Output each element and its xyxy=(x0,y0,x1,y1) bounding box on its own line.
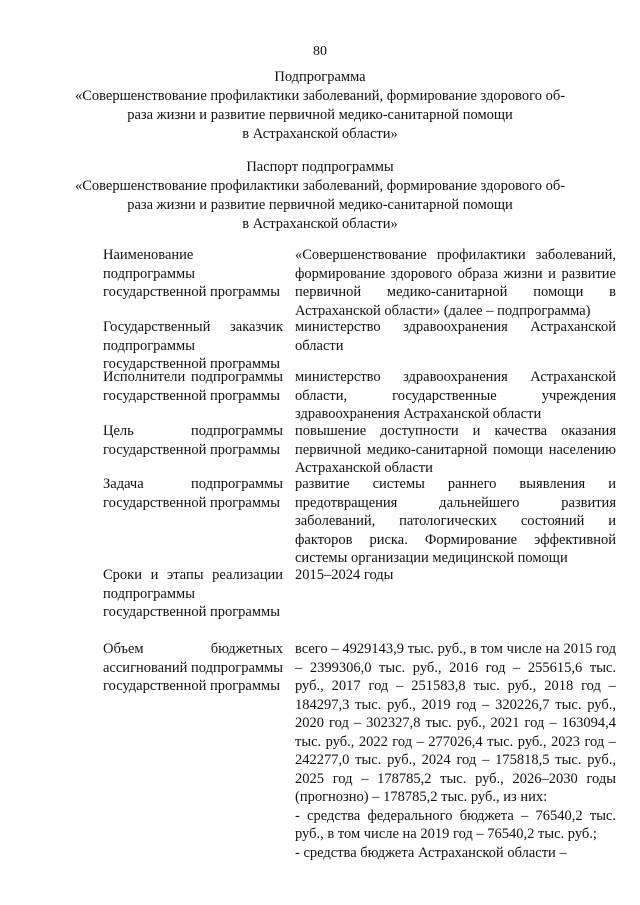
row-label: Исполнители подпрограммы государственной программы xyxy=(103,369,283,404)
budget-regional-paragraph: - средства бюджета Астраханской области – xyxy=(295,844,567,861)
row-label: Наименование подпрограммы государственной программы xyxy=(103,247,280,300)
row-value: развитие системы раннего выявления и предотвращения дальнейшего развития заболеваний, патологических состояний и факторов риска. Формирование эффективной системы организации медицинской помощи xyxy=(295,476,616,566)
row-label: Объем бюджетных ассигнований подпрограммы государственной программы xyxy=(103,641,283,694)
row-label: Государственный заказчик подпрограммы государственной программы xyxy=(103,319,283,372)
row-value xyxy=(295,640,616,862)
row-value: министерство здравоохранения Астраханской области, государственные учреждения здравоохранения Астраханской области xyxy=(295,369,616,422)
subprogram-header-line: Подпрограмма xyxy=(274,69,366,85)
row-label: Цель подпрограммы государственной программы xyxy=(103,423,283,458)
passport-header-line: раза жизни и развитие первичной медико-санитарной помощи xyxy=(127,197,513,213)
passport-header xyxy=(60,158,580,234)
row-label: Сроки и этапы реализации подпрограммы государственной программы xyxy=(103,567,283,620)
row-label: Задача подпрограммы государственной программы xyxy=(103,476,283,511)
passport-header-line: Паспорт подпрограммы xyxy=(246,159,394,175)
subprogram-header-line: в Астраханской области» xyxy=(242,126,398,142)
subprogram-header-line: раза жизни и развитие первичной медико-санитарной помощи xyxy=(127,107,513,123)
row-value: 2015–2024 годы xyxy=(295,567,394,583)
subprogram-header xyxy=(60,68,580,144)
passport-header-line: «Совершенствование профилактики заболеваний, формирование здорового об- xyxy=(74,178,566,194)
row-value: «Совершенствование профилактики заболеваний, формирование здорового образа жизни и развитие первичной медико-санитарной помощи в Астраханской области» (далее – подпрограмма) xyxy=(295,247,616,319)
page-number: 80 xyxy=(313,44,327,59)
row-value: повышение доступности и качества оказания первичной медико-санитарной помощи населению Астраханской области xyxy=(295,423,616,476)
budget-total-paragraph: всего – 4929143,9 тыс. руб., в том числе на 2015 год – 2399306,0 тыс. руб., 2016 год – 255615,6 тыс. руб., 2017 год – 251583,8 тыс. руб., 2018 год – 184297,3 тыс. руб., 2019 год – 320226,7 тыс. руб., 2020 год – 302327,8 тыс. руб., 2021 год – 163094,4 тыс. руб., 2022 год – 277026,4 тыс. руб., 2023 год – 242277,0 тыс. руб., 2024 год – 175818,5 тыс. руб., 2025 год – 178785,2 тыс. руб., 2026–2030 годы (прогнозно) – 178785,2 тыс. руб., из них: xyxy=(295,641,616,805)
row-value: министерство здравоохранения Астраханской области xyxy=(295,319,616,354)
passport-header-line: в Астраханской области» xyxy=(242,216,398,232)
budget-federal-paragraph: - средства федерального бюджета – 76540,2 тыс. руб., в том числе на 2019 год – 76540,2 тыс. руб.; xyxy=(295,807,616,842)
subprogram-header-line: «Совершенствование профилактики заболеваний, формирование здорового об- xyxy=(74,88,566,104)
